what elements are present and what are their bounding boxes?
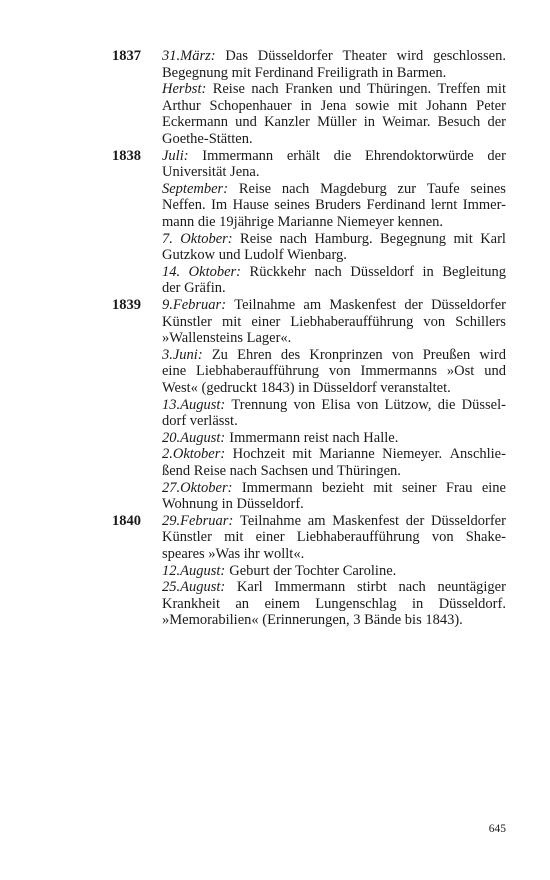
text-word: Neffen. — [162, 197, 206, 214]
text-word: Immermanns — [360, 363, 438, 380]
text-word: von — [356, 396, 379, 413]
text-word: zur — [397, 180, 417, 197]
text-word: Künstler — [162, 529, 212, 546]
text-word: mit — [221, 313, 242, 330]
text-word: mit — [453, 230, 473, 247]
text-word: des — [280, 346, 301, 363]
text-word: Johann — [426, 97, 468, 114]
text-line — [162, 380, 506, 397]
text-word: mit — [373, 479, 393, 496]
text-word: Reise — [212, 81, 245, 98]
text-word: Düsseldorf — [350, 263, 414, 280]
text-line — [162, 446, 506, 463]
date-label: 12.August: — [162, 562, 226, 579]
text-word: der — [405, 512, 425, 529]
text-word: von — [293, 396, 316, 413]
date-label: 20.August: — [162, 429, 226, 446]
text-line — [162, 81, 506, 98]
text-word: wird — [396, 48, 424, 64]
text-word: Taufe — [426, 180, 460, 197]
text-word: Liebhaberaufführung — [196, 363, 319, 380]
text-word: in — [422, 263, 434, 280]
text-line — [162, 347, 506, 364]
text-word: Begleitung — [442, 263, 506, 280]
text-segment: West« (gedruckt 1843) in Düsseldorf veranstaltet. — [162, 379, 451, 396]
text-segment: Begegnung mit Ferdinand Freiligrath in Barmen. — [162, 64, 447, 81]
text-word: nach — [279, 230, 308, 247]
text-line — [162, 314, 506, 331]
text-word: Kanzler — [264, 114, 310, 131]
text-word: Karl — [480, 230, 506, 247]
text-word: eine — [162, 363, 187, 380]
text-line — [162, 65, 506, 82]
text-word: Maskenfest — [332, 512, 400, 529]
text-word: wird — [479, 346, 506, 363]
date-label-word: 29.Februar: — [162, 512, 234, 529]
text-word: neuntägiger — [437, 579, 506, 596]
text-word: Thüringen. — [367, 81, 432, 98]
date-label-word: 14. — [162, 263, 181, 280]
text-word: »Ost — [446, 363, 475, 380]
text-word: von — [328, 363, 351, 380]
text-word: mit — [398, 97, 418, 114]
text-word: seiner — [401, 479, 437, 496]
text-word: Reise — [240, 230, 273, 247]
text-word: und — [484, 363, 506, 380]
date-label-word: 3.Juni: — [162, 346, 203, 363]
text-word: Lungenschlag — [315, 595, 397, 612]
date-label-word: 25.August: — [162, 579, 226, 596]
text-word: Lützow, — [384, 396, 432, 413]
text-line — [162, 363, 506, 380]
text-line — [162, 214, 506, 231]
text-word: Peter — [476, 97, 506, 114]
entry-year: 1837 — [112, 48, 141, 64]
text-word: Ehrendoktorwürde — [365, 147, 474, 164]
text-segment: »Memorabilien« (Erinnerungen, 3 Bände bis 1843). — [162, 612, 463, 629]
text-word: Immermann — [274, 579, 346, 596]
text-segment: ßend Reise nach Sachsen und Thüringen. — [162, 462, 401, 479]
text-word: Elisa — [321, 396, 351, 413]
text-word: Ehren — [237, 346, 272, 363]
entry-text — [162, 48, 506, 148]
text-word: von — [391, 346, 414, 363]
text-word: Teilnahme — [240, 512, 302, 529]
text-line — [162, 546, 506, 563]
entry-year: 1839 — [112, 297, 141, 313]
text-line — [162, 529, 506, 546]
text-word: Im — [211, 197, 228, 214]
entry-year: 1838 — [112, 147, 141, 164]
text-line — [162, 413, 506, 430]
text-word: mit — [292, 446, 312, 463]
text-line — [162, 513, 506, 530]
text-word: seines — [470, 180, 506, 197]
text-segment: Immermann reist nach Halle. — [229, 429, 399, 446]
text-word: Karl — [236, 579, 263, 596]
date-label-word: Juli: — [162, 147, 189, 164]
text-word: erhält — [286, 147, 320, 164]
text-word: Schopenhauer — [209, 97, 292, 114]
text-word: Hause — [232, 197, 269, 214]
text-word: in — [363, 114, 375, 131]
text-word: Bruders — [315, 197, 362, 214]
text-word: Zu — [211, 346, 228, 363]
text-word: Arthur — [162, 97, 201, 114]
text-line — [162, 480, 506, 497]
text-word: Begegnung — [379, 230, 447, 247]
text-word: nach — [314, 263, 342, 280]
text-segment: mann die 19jährige Marianne Niemeyer kennen. — [162, 213, 444, 230]
date-label-word: 9.Februar: — [162, 297, 227, 313]
text-word: Rückkehr — [249, 263, 306, 280]
text-word: mit — [486, 81, 506, 98]
text-segment: Universität Jena. — [162, 164, 260, 181]
text-segment: Gutzkow und Ludolf Wienbarg. — [162, 247, 347, 264]
text-line — [162, 563, 506, 580]
text-word: Eckermann — [162, 114, 229, 131]
text-line — [162, 264, 506, 281]
text-line — [162, 247, 506, 264]
text-word: der — [404, 297, 423, 313]
text-word: Düsseldorfer — [431, 512, 506, 529]
text-segment: »Wallensteins Lager«. — [162, 330, 292, 347]
text-word: Reise — [238, 180, 272, 197]
date-label-word: 13.August: — [162, 396, 226, 413]
text-word: geschlossen. — [433, 48, 506, 64]
entry-text — [162, 513, 506, 629]
text-word: Düssel- — [461, 396, 506, 413]
text-word: die — [437, 396, 456, 413]
text-word: Jena — [320, 97, 347, 114]
text-word: einer — [255, 529, 285, 546]
text-word: Immer- — [462, 197, 506, 214]
text-word: Marianne — [319, 446, 375, 463]
text-word: Düsseldorf. — [438, 595, 506, 612]
text-word: in — [300, 97, 312, 114]
text-word: Müller — [317, 114, 357, 131]
text-word: Theater — [342, 48, 387, 64]
text-segment: Goethe-Stätten. — [162, 130, 253, 147]
text-line — [162, 181, 506, 198]
text-word: Niemeyer. — [382, 446, 443, 463]
text-segment: dorf verlässt. — [162, 413, 238, 430]
text-word: Magdeburg — [320, 180, 387, 197]
text-segment: Geburt der Tochter Caroline. — [229, 562, 397, 579]
text-word: seines — [274, 197, 310, 214]
text-word: Treffen — [437, 81, 481, 98]
text-line — [162, 197, 506, 214]
text-word: am — [303, 297, 322, 313]
text-word: nach — [251, 81, 279, 98]
date-label-word: September: — [162, 180, 229, 197]
text-word: Düsseldorfer — [431, 297, 506, 313]
date-label-word: Oktober: — [180, 230, 233, 247]
text-word: Ferdinand — [366, 197, 426, 214]
text-word: mit — [224, 529, 244, 546]
text-word: Frau — [445, 479, 473, 496]
text-word: am — [307, 512, 326, 529]
text-word: von — [423, 313, 446, 330]
text-word: einer — [251, 313, 281, 330]
text-word: Immermann — [202, 147, 274, 164]
text-word: Trennung — [231, 396, 288, 413]
text-word: Hamburg. — [314, 230, 373, 247]
text-line — [162, 164, 506, 181]
text-word: Liebhaberaufführung — [290, 313, 414, 330]
date-label-word: 31.März: — [162, 48, 216, 64]
text-word: Preußen — [422, 346, 471, 363]
text-line — [162, 430, 506, 447]
text-word: Immermann — [241, 479, 313, 496]
date-label-word: Oktober: — [188, 263, 241, 280]
text-word: Besuch — [437, 114, 481, 131]
text-word: Künstler — [162, 313, 212, 330]
text-word: Krankheit — [162, 595, 220, 612]
text-word: stirbt — [356, 579, 387, 596]
text-line — [162, 397, 506, 414]
text-word: lernt — [430, 197, 458, 214]
text-word: Das — [225, 48, 248, 64]
text-word: einem — [264, 595, 300, 612]
date-label-word: 27.Oktober: — [162, 479, 233, 496]
text-line — [162, 114, 506, 131]
text-word: an — [235, 595, 250, 612]
text-line — [162, 148, 506, 165]
text-word: Kronprinzen — [309, 346, 383, 363]
date-label-word: 2.Oktober: — [162, 446, 226, 463]
text-line — [162, 280, 506, 297]
text-word: nach — [281, 180, 310, 197]
text-word: eine — [481, 479, 506, 496]
text-segment: speares »Was ihr wollt«. — [162, 545, 305, 562]
text-segment: Wohnung in Düsseldorf. — [162, 496, 304, 513]
text-word: Teilnahme — [234, 297, 296, 313]
text-line — [162, 231, 506, 248]
text-line — [162, 98, 506, 115]
text-word: von — [431, 529, 454, 546]
text-word: in — [412, 595, 424, 612]
entry-text — [162, 297, 506, 513]
text-line — [162, 579, 506, 596]
text-word: die — [333, 147, 352, 164]
text-word: Düsseldorfer — [257, 48, 333, 64]
page-number: 645 — [488, 823, 506, 835]
text-word: sowie — [355, 97, 390, 114]
text-word: und — [235, 114, 257, 131]
text-line — [162, 297, 506, 314]
text-line — [162, 496, 506, 513]
text-word: der — [487, 147, 506, 164]
text-word: und — [338, 81, 361, 98]
text-segment: der Gräfin. — [162, 280, 226, 297]
text-line — [162, 596, 506, 613]
text-line — [162, 131, 506, 148]
text-word: Shake- — [465, 529, 506, 546]
text-word: Franken — [285, 81, 333, 98]
text-word: nach — [398, 579, 426, 596]
text-word: Anschlie- — [449, 446, 506, 463]
text-word: Liebhaberaufführung — [296, 529, 420, 546]
entry-year: 1840 — [112, 512, 141, 529]
text-line — [162, 330, 506, 347]
text-word: Maskenfest — [329, 297, 397, 313]
text-line — [162, 463, 506, 480]
text-word: bezieht — [322, 479, 364, 496]
entry-text — [162, 148, 506, 297]
text-word: Weimar. — [382, 114, 431, 131]
text-line — [162, 48, 506, 65]
date-label-word: 7. — [162, 230, 173, 247]
date-label-word: Herbst: — [162, 81, 207, 98]
text-line — [162, 612, 506, 629]
text-word: Hochzeit — [232, 446, 285, 463]
text-word: Schillers — [455, 313, 506, 330]
text-word: der — [487, 114, 506, 131]
